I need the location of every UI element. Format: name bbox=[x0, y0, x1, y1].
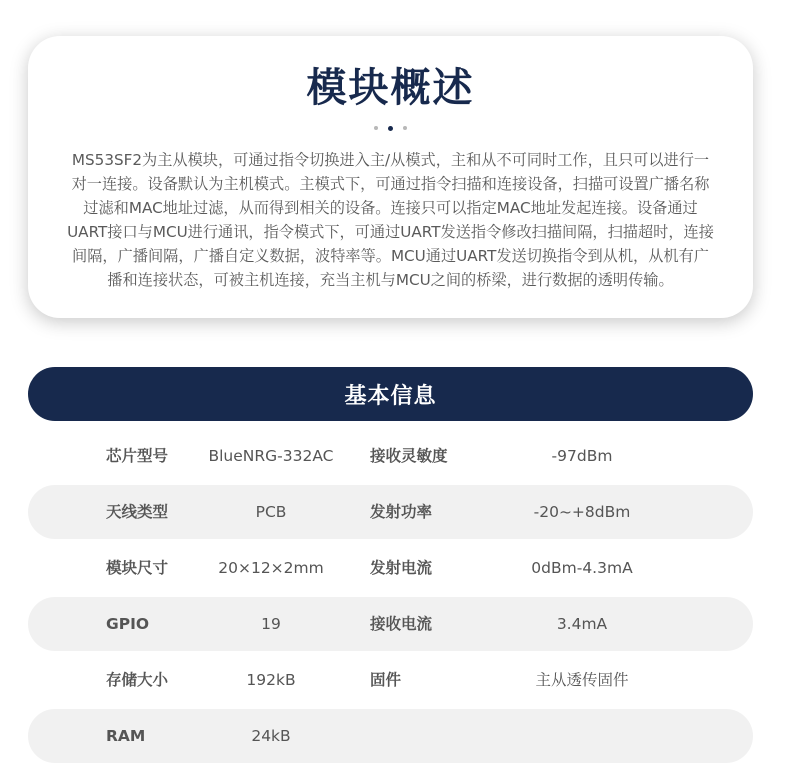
spec-value: -20~+8dBm bbox=[533, 503, 631, 521]
spec-value: -97dBm bbox=[551, 447, 613, 465]
spec-value: 24kB bbox=[251, 727, 291, 745]
spec-label: 接收电流 bbox=[370, 615, 433, 633]
spec-label: 接收灵敏度 bbox=[370, 447, 448, 465]
table-row bbox=[28, 485, 753, 539]
overview-description: MS53SF2为主从模块，可通过指令切换进入主/从模式，主和从不可同时工作，且只可以进行一对一连接。设备默认为主机模式。主模式下，可通过指令扫描和连接设备，扫描可设置广播名称过滤和MAC地址过滤，从而得到相关的设备。连接只可以指定MAC地址发起连接。设备通过UART接口与MCU进行通讯，指令模式下，可通过UART发送指令修改扫描间隔，扫描超时，连接间隔，广播间隔，广播自定义数据，波特率等。MCU通过UART发送切换指令到从机，从机有广播和连接状态，可被主机连接，充当主机与MCU之间的桥梁，进行数据的透明传输。 bbox=[67, 151, 714, 289]
table-row bbox=[28, 653, 753, 707]
basic-info-title: 基本信息 bbox=[344, 383, 437, 409]
spec-value: 192kB bbox=[246, 671, 296, 689]
spec-value: BlueNRG-332AC bbox=[208, 447, 334, 465]
basic-info-header bbox=[28, 367, 753, 421]
table-row bbox=[28, 597, 753, 651]
indicator-dot[interactable] bbox=[374, 126, 378, 130]
spec-value: 20×12×2mm bbox=[218, 559, 324, 577]
spec-label: GPIO bbox=[106, 615, 150, 633]
indicator-dot[interactable] bbox=[403, 126, 407, 130]
table-row bbox=[28, 709, 753, 763]
spec-value: PCB bbox=[255, 503, 287, 521]
spec-value bbox=[492, 709, 672, 763]
spec-label: 发射功率 bbox=[370, 503, 433, 521]
table-row bbox=[28, 429, 753, 483]
table-row bbox=[28, 541, 753, 595]
spec-label: 模块尺寸 bbox=[106, 559, 169, 577]
spec-value: 主从透传固件 bbox=[535, 671, 629, 689]
indicator-dot-active[interactable] bbox=[388, 126, 393, 131]
spec-label: 发射电流 bbox=[370, 559, 433, 577]
overview-title: 模块概述 bbox=[306, 65, 475, 111]
spec-label: RAM bbox=[106, 727, 146, 745]
spec-value: 0dBm-4.3mA bbox=[531, 559, 633, 577]
spec-value: 19 bbox=[261, 615, 281, 633]
basic-info-table bbox=[28, 429, 753, 765]
carousel-indicator bbox=[28, 124, 753, 132]
overview-card bbox=[28, 36, 753, 318]
spec-value: 3.4mA bbox=[556, 615, 608, 633]
spec-label: 天线类型 bbox=[106, 503, 169, 521]
spec-label: 芯片型号 bbox=[106, 447, 169, 465]
spec-label: 存储大小 bbox=[106, 671, 169, 689]
spec-label: 固件 bbox=[370, 671, 402, 689]
